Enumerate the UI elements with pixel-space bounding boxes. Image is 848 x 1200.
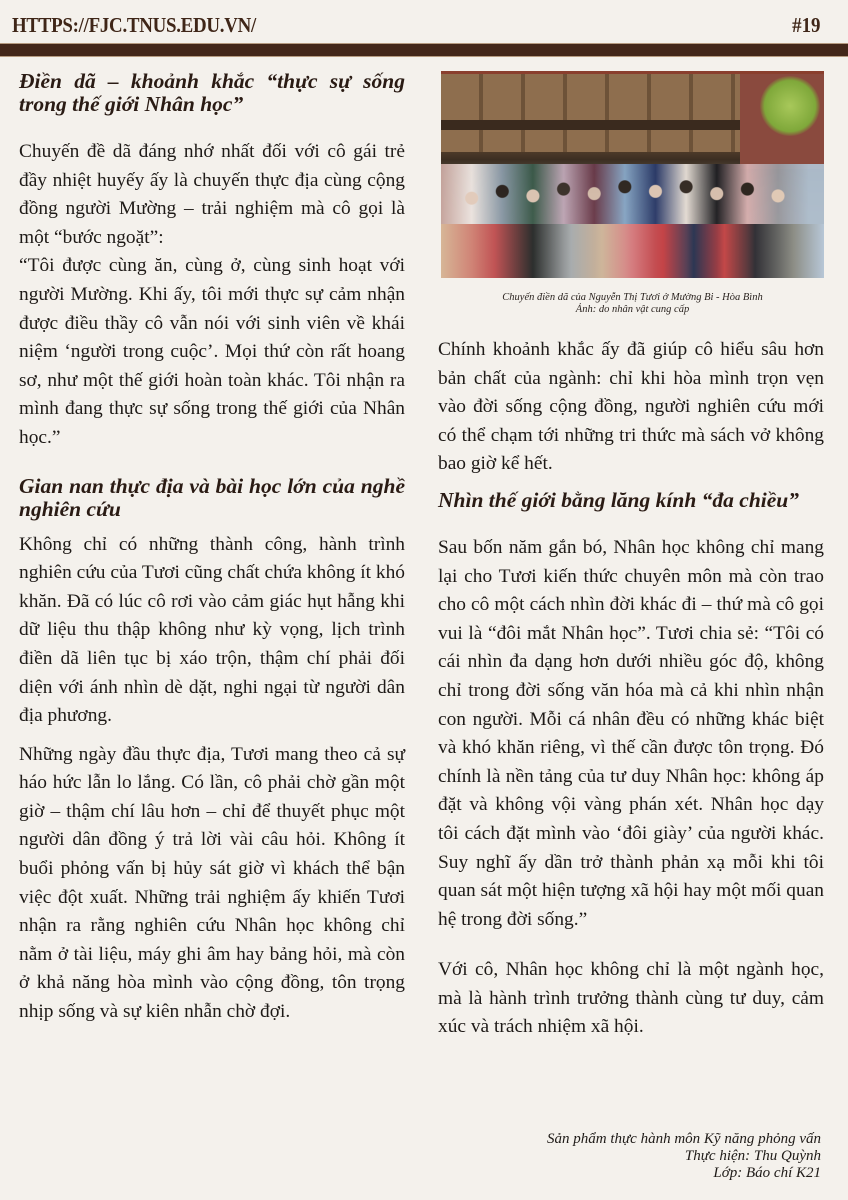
paragraph-perspective-2: Với cô, Nhân học không chỉ là một ngành học, mà là hành trình trưởng thành cùng tư duy, cảm xúc và trách nhiệm xã hội.	[438, 959, 824, 1038]
credit-author: Thực hiện: Thu Quỳnh	[684, 1148, 821, 1164]
issue-number: #19	[791, 13, 820, 37]
photo-caption-line1: Chuyến điền dã của Nguyễn Thị Tươi ở Mường Bi - Hòa Bình	[502, 292, 763, 303]
page-header	[0, 0, 848, 42]
section-heading-perspective: Nhìn thế giới bằng lăng kính “đa chiều”	[438, 487, 799, 512]
group-photo	[441, 71, 824, 278]
header-divider-bar	[0, 43, 848, 57]
paragraph-fieldwork-intro: Chuyến đề dã đáng nhớ nhất đối với cô gái trẻ đầy nhiệt huyếy ấy là chuyến thực địa cùng cộng đồng người Mường – trải nghiệm mà cô gọi là một “bước ngoặt”:	[19, 141, 405, 248]
paragraph-challenges-1: Không chỉ có những thành công, hành trình nghiên cứu của Tươi cũng chất chứa không ít khó khăn. Đã có lúc cô rơi vào cảm giác hụt hẫng khi dữ liệu thu thập không như kỳ vọng, lịch trình điền dã liên tục bị xáo trộn, thậm chí phải đối diện với ánh nhìn dè dặt, nghi ngại từ người dân địa phương.	[19, 533, 405, 727]
left-column	[19, 70, 405, 1027]
photo-caption	[441, 292, 824, 316]
right-column	[438, 336, 824, 1042]
paragraph-after-photo: Chính khoảnh khắc ấy đã giúp cô hiểu sâu hơn bản chất của ngành: chỉ khi hòa mình trọn vẹn vào đời sống cộng đồng, người nghiên cứu mới có thể chạm tới những tri thức mà sách vở không bao giờ kể hết.	[438, 339, 824, 475]
credit-class: Lớp: Báo chí K21	[713, 1165, 821, 1181]
site-url: HTTPS://FJC.TNUS.EDU.VN/	[12, 13, 256, 37]
photo-tree	[760, 76, 820, 136]
paragraph-fieldwork-quote: “Tôi được cùng ăn, cùng ở, cùng sinh hoạt với người Mường. Khi ấy, tôi mới thực sự cảm nhận được điều thầy cô vẫn nói với sinh viên về khái niệm ‘người trong cuộc’. Mọi thứ còn rất hoang sơ, như một thế giới hoàn toàn khác. Tôi nhận ra mình đang thực sự sống trong thế giới của Nhân học.”	[19, 255, 405, 448]
paragraph-perspective-1: Sau bốn năm gắn bó, Nhân học không chỉ mang lại cho Tươi kiến thức chuyên môn mà còn trao cho cô một cách nhìn đời khác đi – thứ mà cô gọi vui là “đôi mắt Nhân học”. Tươi chia sẻ: “Tôi có cái nhìn đa dạng hơn dưới nhiều góc độ, không chỉ trong đời sống văn hóa mà cả khi nhìn nhận con người. Mỗi cá nhân đều có những khác biệt và khó khăn riêng, vì thế cần được tôn trọng. Đó chính là nền tảng của tư duy Nhân học: không áp đặt và không vội vàng phán xét. Nhân học dạy tôi cách đặt mình vào ‘đôi giày’ của người khác. Suy nghĩ ấy dần trở thành phản xạ mỗi khi tôi quan sát một hiện tượng xã hội hay một mối quan hệ trong đời sống.”	[438, 536, 824, 930]
section-heading-challenges: Gian nan thực địa và bài học lớn của nghề nghiên cứu	[19, 473, 405, 521]
photo-caption-credit: Ảnh: do nhân vật cung cấp	[575, 304, 690, 315]
article-credits	[547, 1131, 821, 1182]
section-heading-fieldwork: Điền dã – khoảnh khắc “thực sự sống trong thế giới Nhân học”	[19, 69, 405, 116]
paragraph-challenges-2: Những ngày đầu thực địa, Tươi mang theo cả sự háo hức lẫn lo lắng. Có lần, cô phải chờ gần một giờ – thậm chí lâu hơn – chỉ để thuyết phục một người dân đồng ý trả lời vài câu hỏi. Không ít buổi phỏng vấn bị hủy sát giờ vì khách thể bận việc đột xuất. Những trải nghiệm ấy khiến Tươi nhận ra rằng nghiên cứu Nhân học không chỉ nằm ở tài liệu, máy ghi âm hay bảng hỏi, mà còn ở khả năng hòa mình vào cộng đồng, tôn trọng nhịp sống và sự kiên nhẫn chờ đợi.	[19, 743, 405, 1023]
credit-course: Sản phẩm thực hành môn Kỹ năng phỏng vấn	[547, 1131, 821, 1147]
